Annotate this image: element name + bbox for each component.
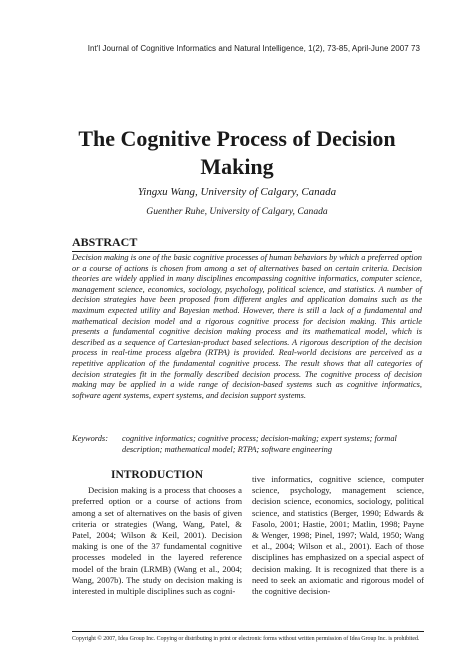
abstract-text: Decision making is one of the basic cognitive processes of human behaviors by which a preferred option or a course of actions is chosen from among a set of alternatives based on certain criteria. Decision theories are widely applied in many disciplines encompassing cognitive informatics, computer science, management science, economics, sociology, psychology, political science, and statistics. A number of decision strategies have been proposed from different angles and application domains such as the maximum expected utility and Bayesian method. However, there is still a lack of a fundamental and mathematical decision model and a rigorous cognitive process for decision making. This article presents a fundamental cognitive decision making process and its mathematical model, which is described as a sequence of Cartesian-product based selections. A rigorous description of the decision process in real-time process algebra (RTPA) is provided. Real-world decisions are perceived as a repetitive application of the fundamental cognitive process. The result shows that all categories of decision strategies fit in the formally described decision process. The cognitive process of decision making may be applied in a wide range of decision-based systems such as cognitive informatics, software agent systems, expert systems, and decision support systems. [72,253,422,400]
introduction-paragraph-left: Decision making is a process that chooses a preferred option or a course of actions from among a set of alternatives on the basis of given criteria or strategies (Wang, Wang, Patel, & Patel, 2004; Wilson & Keil, 2001). Decision making is one of the 37 fundamental cognitive processes modeled in the layered reference model of the brain (LRMB) (Wang et al., 2004; Wang, 2007b). The study on decision making is interested in multiple disciplines such as cogni- [72,485,242,597]
introduction-heading: INTRODUCTION [110,469,203,481]
keywords [72,433,424,455]
keywords-label: Keywords: [72,434,108,443]
paper-title: The Cognitive Process of Decision Making [78,126,396,179]
running-head: Int'l Journal of Cognitive Informatics and Natural Intelligence, 1(2), 73-85, April-June 2007 73 [87,44,420,53]
copyright-notice: Copyright © 2007, Idea Group Inc. Copying or distributing in print or electronic forms without written permission of Idea Group Inc. is prohibited. [72,636,420,642]
footer-divider [72,631,424,632]
keywords-text: cognitive informatics; cognitive process; decision-making; expert systems; formal description; mathematical model; RTPA; software engineering [122,434,397,454]
author-line-2: Guenther Ruhe, University of Calgary, Canada [146,206,328,217]
right-column [252,474,424,597]
introduction-paragraph-right: tive informatics, cognitive science, computer science, psychology, management science, decision science, economics, sociology, political science, and statistics (Berger, 1990; Edwards & Fasolo, 2001; Hastie, 2001; Matlin, 1998; Payne & Wenger, 1998; Pinel, 1997; Wald, 1950; Wang et al., 2004; Wilson et al., 2001). Each of those disciplines has emphasized on a special aspect of decision making. It is recognized that there is a need to seek an axiomatic and rigorous model of the cognitive decision- [252,474,424,597]
abstract-heading: ABSTRACT [72,235,412,252]
left-column [72,470,242,597]
author-line-1: Yingxu Wang, University of Calgary, Canada [137,186,337,198]
